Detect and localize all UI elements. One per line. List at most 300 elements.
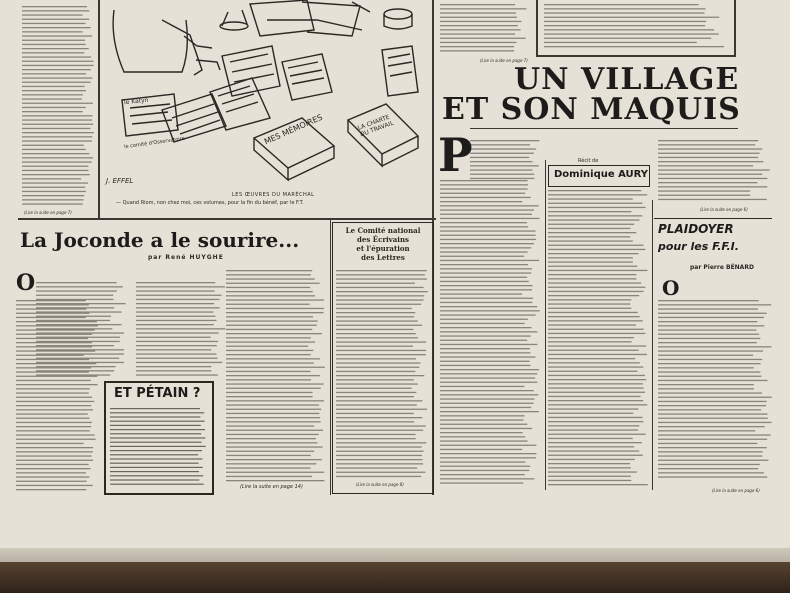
text-line: [36, 332, 124, 333]
text-line: [658, 342, 757, 343]
text-line: [548, 207, 646, 208]
text-line: [16, 468, 91, 469]
text-line: [440, 348, 530, 349]
joconde-continued: (Lire la suite en page 14): [240, 484, 303, 490]
text-line: [440, 419, 523, 420]
text-line: [440, 214, 532, 215]
text-line: [440, 239, 536, 240]
text-line: [548, 425, 639, 426]
text-line: [548, 379, 646, 380]
text-line: [548, 455, 643, 456]
text-line: [470, 165, 539, 166]
text-line: [548, 253, 639, 254]
table-surface: [0, 560, 790, 593]
text-line: [16, 313, 89, 314]
text-line: [548, 312, 638, 313]
text-line: [16, 321, 97, 322]
text-line: [36, 290, 117, 291]
text-line: [16, 401, 94, 402]
text-line: [658, 144, 755, 145]
text-line: [548, 366, 643, 367]
text-line: [226, 413, 319, 414]
text-line: [548, 429, 638, 430]
village-intro-label: Récit de: [578, 158, 599, 164]
text-line: [22, 48, 89, 49]
text-line: [658, 388, 754, 389]
text-line: [16, 460, 93, 461]
text-line: [440, 264, 528, 265]
text-line: [22, 115, 93, 116]
text-line: [226, 367, 325, 368]
text-line: [226, 421, 321, 422]
text-line: [548, 383, 643, 384]
text-line: [16, 443, 84, 444]
text-line: [548, 459, 635, 460]
text-line: [658, 367, 754, 368]
text-line: [548, 303, 630, 304]
text-line: [36, 316, 111, 317]
text-line: [22, 77, 92, 78]
cartoon-book-label-memoires: MES MÉMOIRES: [262, 112, 324, 147]
text-line: [440, 407, 531, 408]
text-line: [658, 178, 767, 179]
text-line: [22, 140, 92, 141]
text-line: [548, 396, 641, 397]
text-line: [110, 442, 202, 443]
text-line: [658, 350, 763, 351]
text-line: [544, 42, 697, 43]
text-line: [22, 170, 88, 171]
text-line: [440, 281, 529, 282]
text-line: [658, 422, 772, 423]
text-line: [16, 455, 92, 456]
text-line: [36, 366, 116, 367]
text-line: [548, 270, 647, 271]
text-line: [658, 359, 762, 360]
text-line: [440, 403, 534, 404]
text-line: [658, 455, 762, 456]
text-line: [548, 467, 631, 468]
text-line: [22, 124, 93, 125]
text-line: [136, 328, 225, 329]
text-line: [658, 308, 758, 309]
text-line: [440, 382, 537, 383]
text-line: [110, 479, 199, 480]
text-line: [440, 247, 531, 248]
text-line: [658, 338, 760, 339]
text-line: [16, 481, 87, 482]
text-line: [440, 193, 525, 194]
text-line: [440, 457, 536, 458]
text-line: [548, 350, 639, 351]
text-line: [136, 332, 219, 333]
text-line: [658, 397, 772, 398]
text-line: [16, 346, 92, 347]
text-line: [440, 205, 539, 206]
text-line: [226, 409, 321, 410]
text-line: [440, 293, 522, 294]
text-line: [548, 282, 641, 283]
joconde-byline: par René HUYGHE: [148, 254, 224, 261]
village-underline: [470, 128, 738, 129]
cartoon-note-bottom: le comité d'Osservatoire: [123, 135, 186, 151]
text-line: [226, 451, 314, 452]
text-line: [226, 438, 316, 439]
text-line: [226, 341, 315, 342]
text-line: [226, 354, 311, 355]
text-line: [548, 240, 633, 241]
text-line: [16, 308, 86, 309]
text-line: [110, 450, 202, 451]
text-line: [440, 268, 532, 269]
text-line: [36, 320, 110, 321]
text-line: [548, 408, 638, 409]
text-line: [110, 446, 206, 447]
text-line: [440, 256, 524, 257]
text-line: [658, 371, 760, 372]
text-line: [22, 86, 85, 87]
text-line: [470, 161, 532, 162]
text-line: [470, 157, 529, 158]
text-line: [658, 174, 762, 175]
text-line: [16, 422, 92, 423]
text-line: [548, 442, 642, 443]
text-line: [658, 405, 766, 406]
column-rule-left: [98, 0, 100, 218]
text-line: [548, 450, 639, 451]
comite-title-line-3: et l'épuration: [356, 244, 410, 253]
text-line: [226, 308, 324, 309]
text-line: [658, 148, 762, 149]
plaidoyer-byline: par Pierre BÉNARD: [690, 264, 754, 271]
text-line: [658, 313, 767, 314]
comite-title-line-4: des Lettres: [361, 253, 405, 262]
text-line: [136, 295, 222, 296]
text-line: [226, 295, 315, 296]
text-line: [548, 190, 641, 191]
text-line: [548, 484, 648, 485]
text-line: [440, 201, 522, 202]
cartoon-note-left: le Katyn: [123, 96, 149, 107]
text-line: [22, 166, 88, 167]
text-line: [226, 329, 312, 330]
text-line: [440, 340, 527, 341]
text-line: [16, 334, 92, 335]
text-line: [658, 464, 760, 465]
text-line: [136, 374, 218, 375]
text-line: [226, 417, 320, 418]
text-line: [658, 346, 771, 347]
text-line: [548, 249, 645, 250]
text-line: [658, 447, 767, 448]
text-line: [110, 412, 204, 413]
cartoon-caption-text: — Quand Riom, non chez moi, ces volumes, pour la fin du bénéf, par le F.T.: [116, 200, 304, 206]
text-line: [440, 365, 531, 366]
text-line: [36, 362, 124, 363]
text-line: [440, 8, 526, 9]
text-line: [658, 157, 758, 158]
text-line: [658, 321, 757, 322]
text-line: [36, 349, 124, 350]
text-line: [110, 467, 203, 468]
text-line: [544, 21, 706, 22]
text-line: [22, 191, 86, 192]
text-line: [16, 384, 98, 385]
text-line: [658, 317, 764, 318]
text-line: [658, 384, 754, 385]
text-line: [16, 388, 90, 389]
text-line: [226, 425, 314, 426]
text-line: [226, 455, 311, 456]
text-line: [544, 46, 724, 47]
text-line: [440, 319, 528, 320]
text-line: [136, 303, 214, 304]
cartoon-caption-title: LES ŒUVRES DU MARÉCHAL: [232, 192, 315, 198]
text-line: [440, 226, 528, 227]
text-line: [22, 44, 86, 45]
text-line: [440, 470, 529, 471]
text-line: [440, 361, 530, 362]
text-line: [544, 29, 714, 30]
text-line: [136, 362, 222, 363]
text-line: [22, 149, 86, 150]
text-line: [226, 291, 313, 292]
text-line: [22, 119, 92, 120]
text-line: [658, 304, 771, 305]
text-line: [22, 27, 91, 28]
text-line: [16, 434, 95, 435]
text-line: [22, 107, 86, 108]
text-line: [16, 405, 91, 406]
text-line: [136, 316, 216, 317]
text-line: [548, 362, 640, 363]
text-line: [226, 459, 322, 460]
text-line: [226, 325, 317, 326]
text-line: [136, 345, 217, 346]
text-line: [544, 4, 699, 5]
text-line: [440, 298, 533, 299]
text-line: [16, 304, 89, 305]
text-line: [136, 349, 211, 350]
text-line: [16, 359, 89, 360]
text-line: [136, 358, 217, 359]
text-line: [22, 128, 91, 129]
text-line: [658, 443, 757, 444]
text-line: [22, 174, 90, 175]
text-line: [548, 261, 633, 262]
petain-box-text: [110, 406, 206, 486]
text-line: [22, 82, 91, 83]
text-line: [440, 461, 525, 462]
text-line: [658, 190, 750, 191]
text-line: [440, 327, 531, 328]
text-line: [226, 304, 310, 305]
text-line: [548, 421, 643, 422]
text-line: [16, 451, 93, 452]
text-line: [548, 341, 632, 342]
comite-title-line-2: des Écrivains: [357, 235, 409, 244]
text-line: [548, 320, 643, 321]
top-right-box-line: [536, 0, 538, 55]
text-line: [16, 485, 93, 486]
text-line: [548, 438, 633, 439]
text-line: [16, 300, 86, 301]
text-line: [658, 334, 759, 335]
text-line: [440, 445, 536, 446]
text-line: [658, 380, 768, 381]
text-line: [16, 371, 89, 372]
text-line: [226, 430, 323, 431]
text-line: [22, 111, 83, 112]
text-line: [440, 285, 533, 286]
text-line: [226, 337, 311, 338]
text-line: [548, 413, 633, 414]
text-line: [658, 325, 764, 326]
text-line: [16, 367, 91, 368]
text-line: [658, 430, 755, 431]
text-line: [548, 329, 644, 330]
text-line: [226, 379, 311, 380]
text-line: [136, 290, 215, 291]
text-line: [548, 375, 645, 376]
text-line: [440, 42, 516, 43]
text-line: [548, 299, 631, 300]
text-line: [136, 341, 218, 342]
text-line: [658, 401, 767, 402]
text-line: [548, 333, 645, 334]
text-line: [440, 335, 531, 336]
text-line: [440, 272, 531, 273]
text-line: [658, 451, 763, 452]
village-headline-line-2: ET SON MAQUIS: [442, 92, 741, 127]
horizontal-rule-mid: [18, 218, 436, 220]
text-line: [658, 195, 750, 196]
text-line: [658, 186, 767, 187]
text-line: [440, 29, 521, 30]
comite-title-line-1: Le Comité national: [345, 226, 421, 235]
text-line: [110, 463, 199, 464]
text-line: [548, 476, 631, 477]
text-line: [110, 429, 205, 430]
top-right-box-bottom: [536, 55, 736, 57]
text-line: [226, 463, 316, 464]
text-line: [226, 320, 318, 321]
text-line: [658, 165, 753, 166]
text-line: [658, 376, 762, 377]
text-line: [16, 355, 84, 356]
text-line: [440, 33, 515, 34]
text-line: [470, 174, 534, 175]
text-line: [440, 440, 528, 441]
text-line: [36, 282, 117, 283]
text-line: [440, 390, 534, 391]
plaidoyer-dropcap: O: [662, 276, 680, 300]
column-rule-comite-left: [330, 220, 331, 495]
text-line: [22, 52, 84, 53]
text-line: [470, 148, 536, 149]
text-line: [36, 374, 110, 375]
text-line: [544, 12, 704, 13]
text-line: [36, 345, 114, 346]
text-line: [16, 413, 88, 414]
text-line: [22, 98, 82, 99]
text-line: [36, 324, 122, 325]
text-line: [548, 278, 636, 279]
text-line: [548, 446, 634, 447]
text-line: [440, 188, 528, 189]
text-line: [110, 475, 203, 476]
text-line: [440, 466, 530, 467]
text-line: [548, 480, 631, 481]
text-line: [548, 198, 633, 199]
text-line: [440, 17, 517, 18]
text-line: [548, 257, 633, 258]
text-line: [136, 366, 211, 367]
text-line: [226, 400, 324, 401]
text-line: [226, 383, 324, 384]
text-line: [544, 8, 705, 9]
text-line: [440, 197, 531, 198]
text-line: [548, 228, 631, 229]
text-line: [110, 408, 200, 409]
top-right-continued: (Lire la suite en page 7): [480, 58, 528, 63]
cartoon-illustration: [102, 0, 432, 190]
text-line: [16, 409, 93, 410]
text-line: [548, 324, 636, 325]
text-line: [440, 323, 525, 324]
text-line: [22, 73, 86, 74]
text-line: [16, 380, 91, 381]
text-line: [226, 312, 324, 313]
text-line: [16, 329, 95, 330]
text-line: [110, 433, 201, 434]
text-line: [658, 413, 767, 414]
text-line: [136, 370, 211, 371]
text-line: [440, 260, 539, 261]
text-line: [548, 308, 631, 309]
text-line: [440, 411, 539, 412]
text-line: [440, 352, 530, 353]
text-line: [548, 471, 637, 472]
text-line: [226, 442, 317, 443]
text-line: [548, 194, 647, 195]
text-line: [658, 329, 756, 330]
text-line: [440, 12, 516, 13]
text-line: [440, 428, 532, 429]
text-line: [440, 432, 523, 433]
text-line: [548, 232, 636, 233]
village-continued: (Lire la suite en page 6): [712, 488, 760, 493]
comite-box: [332, 222, 434, 494]
text-line: [548, 434, 646, 435]
text-line: [16, 317, 86, 318]
text-line: [548, 219, 639, 220]
joconde-headline: La Joconde a le sourire...: [20, 228, 300, 252]
text-line: [440, 4, 515, 5]
text-line: [440, 184, 528, 185]
text-line: [440, 289, 532, 290]
text-line: [470, 153, 534, 154]
text-line: [226, 396, 313, 397]
text-line: [226, 480, 324, 481]
text-line: [16, 426, 91, 427]
text-line: [226, 362, 314, 363]
text-line: [22, 161, 92, 162]
text-line: [110, 484, 204, 485]
text-line: [440, 235, 536, 236]
text-line: [226, 358, 320, 359]
text-line: [22, 195, 84, 196]
